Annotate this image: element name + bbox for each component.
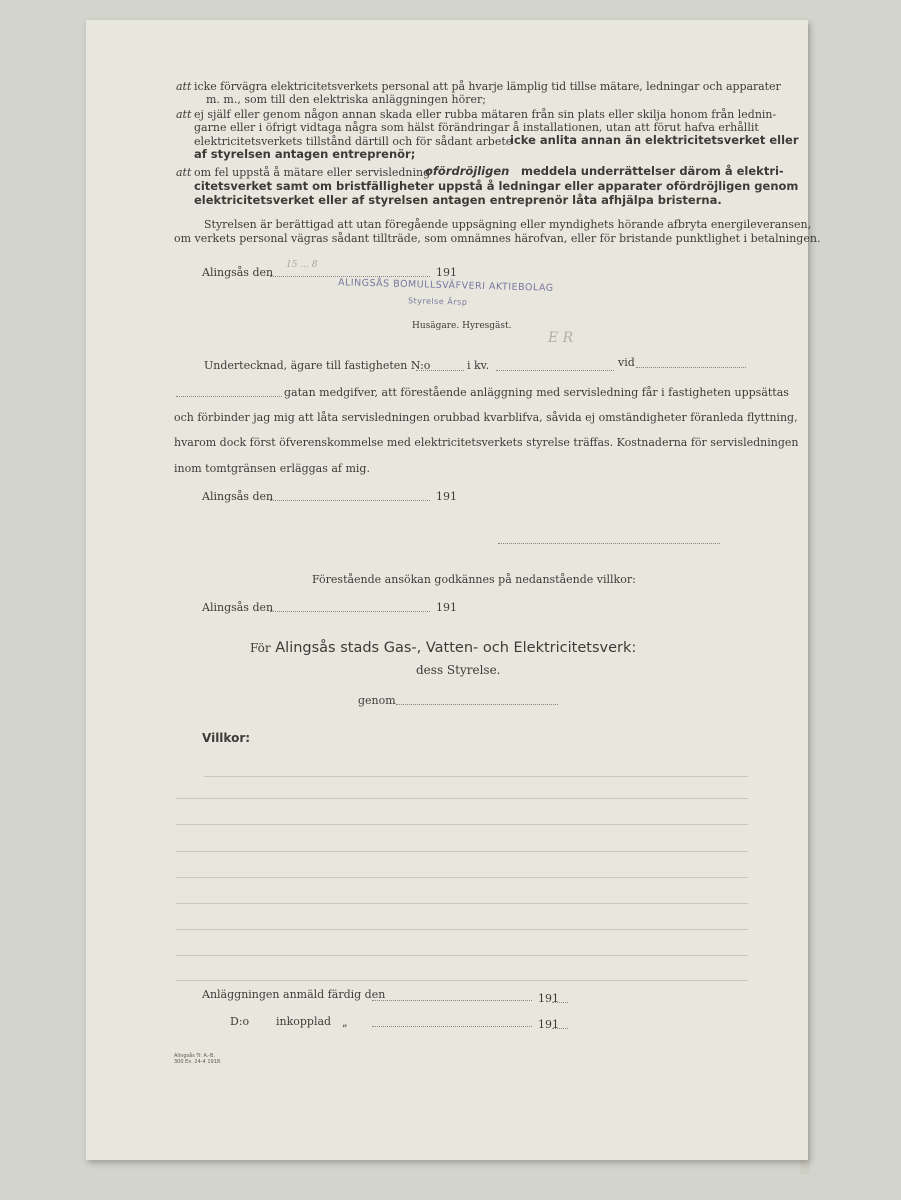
- year-prefix: 191: [538, 1018, 559, 1031]
- imprint-line-1: Alingsås Tr. A.-B.: [174, 1053, 216, 1059]
- ditto-mark: „: [342, 1016, 348, 1029]
- authority-name: Alingsås stads Gas-, Vatten- och Elektricitetsverk:: [275, 640, 637, 656]
- condition-line: [176, 980, 748, 981]
- rule-3-line-2: citetsverket samt om bristfälligheter uppstå å ledningar eller apparater ofördröjligen genom: [194, 179, 799, 193]
- imprint-line-2: 300 Ex. 24-4 1918.: [174, 1059, 222, 1065]
- condition-line: [204, 776, 748, 777]
- printer-imprint: [174, 1053, 222, 1065]
- styrelsen-line-1: Styrelsen är berättigad att utan föregående uppsägning eller myndighets hörande afbryta energileveransen,: [204, 218, 812, 231]
- condition-line: [176, 903, 748, 904]
- rule-2-line-1: ej själf eller genom någon annan skada eller rubba mätaren från sin plats eller skilja honom från lednin-: [194, 108, 777, 121]
- year-suffix-line: [552, 1028, 568, 1029]
- condition-line: [176, 929, 748, 930]
- date-line: [270, 611, 430, 612]
- rule-3-line-1c: meddela underrättelser därom å elektri-: [521, 164, 784, 178]
- year-prefix: 191: [436, 601, 457, 614]
- stamp-signature: Styrelse Ärsp: [407, 296, 468, 307]
- rule-1-line-1: icke förvägra elektricitetsverkets personal att på hvarje lämplig tid tillse mätare, ledningar och apparater: [194, 80, 781, 93]
- rule-2-line-3b: icke anlita annan än elektricitetsverket eller: [510, 133, 799, 147]
- year-prefix: 191: [538, 992, 559, 1005]
- property-number-line: [416, 370, 464, 371]
- company-stamp: ALINGSÅS BOMULLSVÄFVERI AKTIEBOLAG: [337, 277, 554, 294]
- connected-date-line: [372, 1026, 532, 1027]
- undertecknad-label: Undertecknad, ägare till fastigheten N:o: [204, 359, 431, 372]
- declaration-line-4: hvarom dock först öfverenskommelse med elektricitetsverkets styrelse träffas. Kostnaderna för servisledningen: [174, 436, 799, 449]
- date-place-label: Alingsås den: [202, 490, 274, 503]
- date-place-label: Alingsås den: [202, 266, 274, 279]
- condition-line: [176, 798, 748, 799]
- condition-line: [176, 877, 748, 878]
- vid-label: vid: [618, 356, 635, 369]
- rule-3-line-1a: om fel uppstå å mätare eller servisledning: [194, 166, 431, 179]
- genom-line: [396, 704, 558, 705]
- att-marker: att: [176, 166, 192, 179]
- styrelsen-line-2: om verkets personal vägras sådant tillträde, som omnämnes härofvan, eller för bristande punktlighet i betalningen.: [174, 232, 821, 245]
- att-marker: att: [176, 80, 192, 93]
- for-label: För: [250, 641, 271, 655]
- document-page: [86, 20, 821, 1160]
- declaration-line-5: inom tomtgränsen erläggas af mig.: [174, 462, 370, 475]
- att-marker: att: [176, 108, 192, 121]
- rule-3-line-3: elektricitetsverket eller af styrelsen antagen entreprenör låta afhjälpa bristerna.: [194, 193, 722, 207]
- handwritten-date: 15 ... 8: [286, 260, 318, 270]
- declaration-line-2: gatan medgifver, att förestående anläggning med servisledning får i fastigheten uppsättas: [284, 386, 789, 399]
- rule-2-line-2: garne eller i öfrigt vidtaga några som hälst förändringar å installationen, utan att förut hafva erhållit: [194, 121, 759, 134]
- rule-2-line-3a: elektricitetsverkets tillstånd därtill och för sådant arbete: [194, 135, 513, 148]
- declaration-line-3: och förbinder jag mig att låta servisledningen orubbad kvarblifva, såvida ej omständigheter föranleda flyttning,: [174, 411, 798, 424]
- condition-line: [176, 955, 748, 956]
- completion-date-line: [372, 1000, 532, 1001]
- kvarter-line: [496, 370, 614, 371]
- villkor-heading: Villkor:: [202, 731, 251, 745]
- condition-line: [176, 824, 748, 825]
- year-prefix: 191: [436, 266, 457, 279]
- board-label: dess Styrelse.: [416, 663, 501, 677]
- kvarter-label: i kv.: [467, 359, 490, 372]
- date-place-label: Alingsås den: [202, 601, 274, 614]
- approval-text: Förestående ansökan godkännes på nedanstående villkor:: [312, 573, 636, 586]
- rule-2-line-4: af styrelsen antagen entreprenör;: [194, 147, 416, 161]
- vid-line: [636, 367, 746, 368]
- rule-3-line-1b: ofördröjligen: [425, 164, 510, 178]
- completion-label: Anläggningen anmäld färdig den: [202, 988, 386, 1001]
- street-line: [176, 396, 282, 397]
- condition-line: [176, 851, 748, 852]
- year-suffix-line: [552, 1002, 568, 1003]
- year-prefix: 191: [436, 490, 457, 503]
- owner-tenant-label: Husägare. Hyresgäst.: [412, 321, 512, 331]
- connected-label: inkopplad: [276, 1015, 332, 1028]
- handwritten-initials: E R: [548, 330, 574, 346]
- date-line: [270, 500, 430, 501]
- genom-label: genom: [358, 694, 396, 707]
- signature-line: [498, 543, 720, 544]
- rule-1-line-2: m. m., som till den elektriska anläggningen hörer;: [206, 93, 486, 106]
- ditto-label: D:o: [230, 1015, 250, 1028]
